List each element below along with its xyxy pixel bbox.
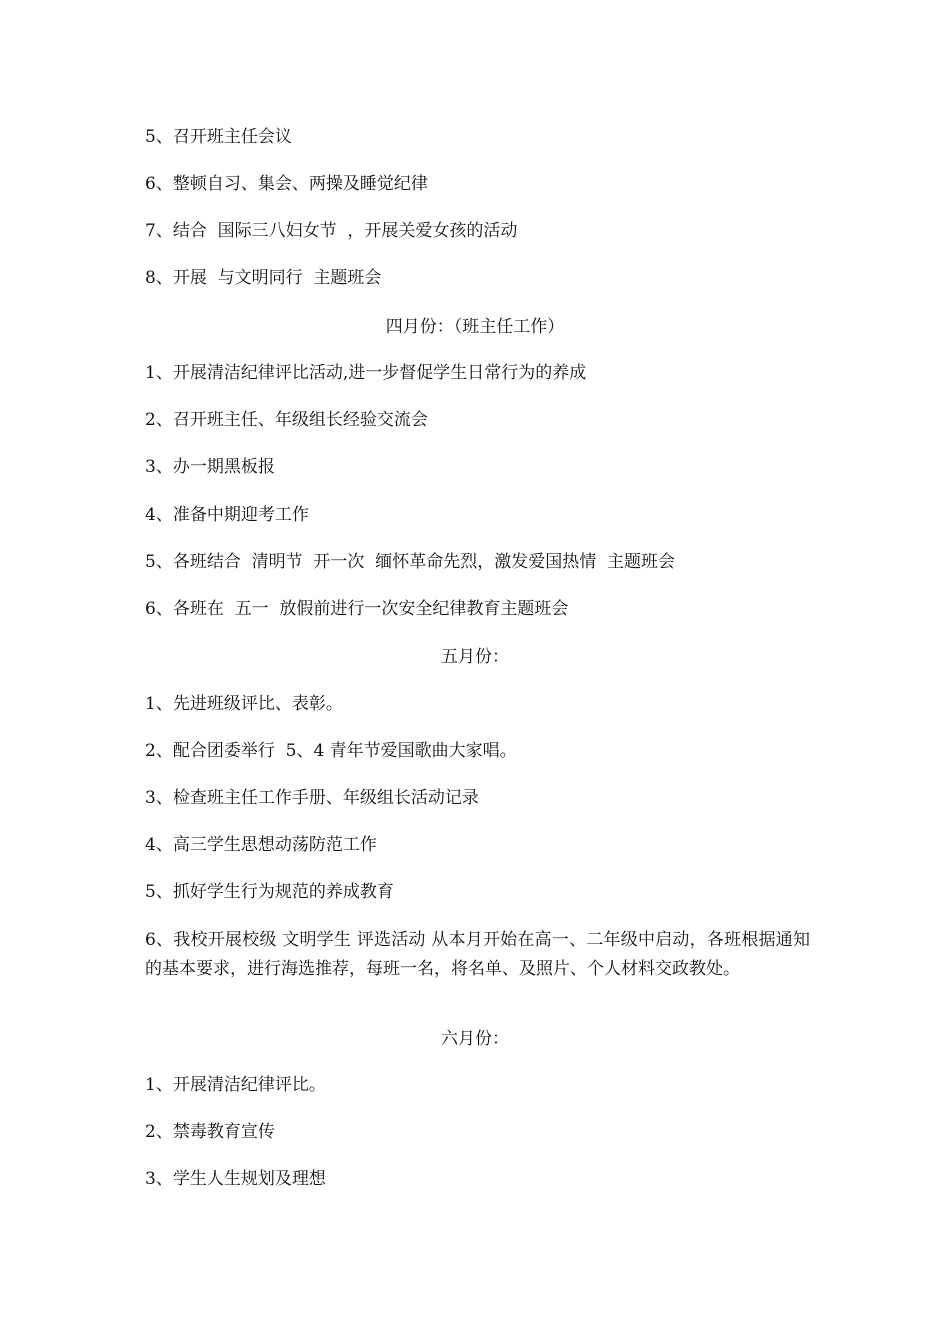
- june-heading: 六月份：: [441, 1029, 509, 1049]
- may-item-1: 1、先进班级评比、表彰。: [145, 694, 343, 714]
- april-item-6: 6、各班在 五一 放假前进行一次安全纪律教育主题班会: [145, 599, 569, 619]
- april-item-2: 2、召开班主任、年级组长经验交流会: [145, 410, 428, 430]
- may-heading: 五月份：: [441, 647, 509, 667]
- may-item-3: 3、检查班主任工作手册、年级组长活动记录: [145, 788, 479, 808]
- may-item-6: 6、我校开展校级 文明学生 评选活动 从本月开始在高一、二年级中启动，各班根据通知的基本要求，进行海选推荐，每班一名，将名单、及照片、个人材料交政教处。: [145, 930, 810, 979]
- april-item-3: 3、办一期黑板报: [145, 457, 275, 477]
- april-item-5: 5、各班结合 清明节 开一次 缅怀革命先烈，激发爱国热情 主题班会: [145, 552, 676, 572]
- june-item-3: 3、学生人生规划及理想: [145, 1169, 326, 1189]
- april-item-1: 1、开展清洁纪律评比活动,进一步督促学生日常行为的养成: [145, 363, 587, 383]
- may-item-5: 5、抓好学生行为规范的养成教育: [145, 882, 394, 902]
- may-item-2: 2、配合团委举行 5、4 青年节爱国歌曲大家唱。: [145, 741, 517, 761]
- june-item-2: 2、禁毒教育宣传: [145, 1122, 275, 1142]
- march-item-5: 5、召开班主任会议: [145, 127, 292, 147]
- march-item-8: 8、开展 与文明同行 主题班会: [145, 268, 382, 288]
- march-item-7: 7、结合 国际三八妇女节 ，开展关爱女孩的活动: [145, 221, 518, 241]
- may-item-4: 4、高三学生思想动荡防范工作: [145, 835, 377, 855]
- april-item-4: 4、准备中期迎考工作: [145, 505, 309, 525]
- june-item-1: 1、开展清洁纪律评比。: [145, 1075, 326, 1095]
- april-heading: 四月份：（班主任工作）: [385, 317, 565, 337]
- march-item-6: 6、整顿自习、集会、两操及睡觉纪律: [145, 174, 428, 194]
